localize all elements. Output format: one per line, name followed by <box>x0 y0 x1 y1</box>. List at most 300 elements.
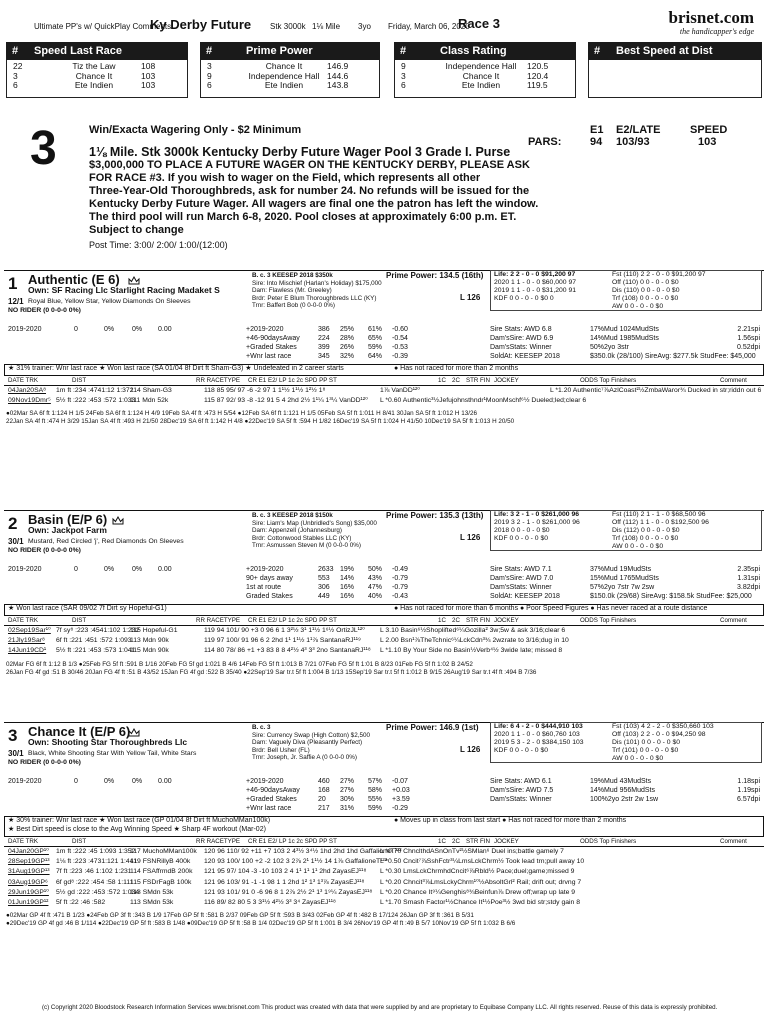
past-performance-cell: 28Sep19GP¹³ <box>8 858 50 866</box>
class-rating-bar: # Class Rating <box>394 42 576 60</box>
silks: Mustard, Red Circled 'j', Red Diamonds On Sleeves <box>28 538 184 545</box>
trainer-stat-cell: +Wnr last race <box>246 353 292 360</box>
surface-record-line: AW 0 0 - 0 - 0 $0 <box>612 303 664 310</box>
horse-name: Authentic (E 6) <box>28 272 120 287</box>
sire-stat-cell: 15%Mud 1765MudSts <box>590 575 659 582</box>
pars-e1-head: E1 <box>590 124 604 136</box>
life-record-line: Life: 2 2 - 0 - 0 $91,200 97 <box>494 271 576 278</box>
trainer-stat-cell: 31% <box>340 805 355 812</box>
trainer-stat-cell: 168 <box>318 787 330 794</box>
trainer-stat-cell: 28% <box>340 335 355 342</box>
pp-column-header: 1C <box>438 377 446 384</box>
trainer-stat-cell: 1st at route <box>246 584 282 591</box>
pp-column-header: CR E1 E2/ LP 1c 2c SPD PP ST <box>248 838 337 845</box>
pp-column-header: ODDS Top Finishers <box>580 838 637 845</box>
trainer-year-stat: 0 <box>74 566 78 573</box>
silks: Royal Blue, Yellow Star, Yellow Diamonds On Sleeves <box>28 298 191 305</box>
trainer-stat-cell: 399 <box>318 344 330 351</box>
pp-column-header: DATE TRK <box>8 838 39 845</box>
pp-column-header: ODDS Top Finishers <box>580 617 637 624</box>
best-speed-box <box>588 60 762 98</box>
past-performance-cell: L *1.20 Authentic⁷⅞AzlCoast²½ZmbaWaror¾ Ducked in str;riddn out 6 <box>550 387 762 394</box>
prime-power: Prime Power: 134.5 (16th) <box>386 271 484 280</box>
past-performance-cell: 14Jun19CD¹ <box>8 647 47 655</box>
summary-post-number: 6 <box>13 80 18 90</box>
sire-stat-cell: SoldAt: KEESEP 2018 <box>490 593 560 600</box>
trainer-stat-cell: 25% <box>340 326 355 333</box>
past-performance-cell: L *0.50 Cncit⁷⅞SshFctr³¼LmsLckChrm½ Took lead trn;pull away 10 <box>380 858 585 866</box>
past-performance-cell: 6f ft :221 :451 :572 1:093 <box>56 637 132 645</box>
trainer-stat-cell: 460 <box>318 778 330 785</box>
owner: Own: SF Racing Llc Starlight Racing Madaket S <box>28 285 220 295</box>
trainer-stat-cell: 32% <box>340 353 355 360</box>
class-rating-title: Class Rating <box>440 45 507 57</box>
life-record-line: KDF 0 0 - 0 - 0 $0 <box>494 747 549 754</box>
sire-stat-cell: 3.82dpi <box>737 584 760 591</box>
sire-stat-cell: Dam'sStats: Winner <box>490 796 552 803</box>
sire-stat-cell: Dam'sSire: AWD 7.0 <box>490 575 554 582</box>
race-name: Ky Derby Future <box>150 17 252 32</box>
past-performance-cell: 113 SMdn 53k <box>130 888 174 896</box>
trainer-stat-cell: 19% <box>340 566 355 573</box>
trainer-year-stat: 0 <box>74 778 78 785</box>
pars-speed-value: 103 <box>698 136 717 148</box>
trainer-stat-cell: 2633 <box>318 566 334 573</box>
past-performance-cell: 115 Mdn 90k <box>130 647 169 655</box>
brisnet-logo: brisnet.com <box>668 8 754 27</box>
trainer-stat-cell: -0.79 <box>392 584 408 591</box>
owner: Own: Shooting Star Thoroughbreds Llc <box>28 737 188 747</box>
summary-value: 108 <box>141 61 156 71</box>
trainer-stat-cell: 306 <box>318 584 330 591</box>
past-performance-cell: 04Jan20SA⁸ <box>8 387 47 394</box>
trainer-stat-cell: 40% <box>368 593 383 600</box>
trainer-stat-cell: 386 <box>318 326 330 333</box>
sire-stat-cell: 57%2yo 7str 7w 2sw <box>590 584 655 591</box>
pp-column-header: JOCKEY <box>494 838 519 845</box>
summary-value: 143.8 <box>327 80 349 90</box>
trainer-year-stat: 0% <box>132 566 143 573</box>
life-record-line: 2020 1 1 - 0 - 0 $60,760 103 <box>494 731 580 738</box>
race-condition-line: Subject to change <box>89 224 184 236</box>
past-performance-cell: 113 Mdn 90k <box>130 637 169 645</box>
post-number: 1 <box>8 274 18 293</box>
past-performance-cell: 1⅞ VanDD¹²⁰ <box>380 387 420 394</box>
trainer-year-stat: 0% <box>132 326 143 333</box>
summary-post-number: 3 <box>13 70 18 81</box>
pp-column-header: FIN <box>480 377 490 384</box>
trainer-stat-cell: +3.59 <box>392 796 410 803</box>
past-performance-cell: 5½ gd :222 :453 :572 1:034 <box>56 888 140 896</box>
race-condition-line: 1⅛ Mile. Stk 3000k Kentucky Derby Future Wager Pool 3 Grade I. Purse <box>89 145 511 159</box>
sire-stat-cell: 1.19spi <box>737 787 760 794</box>
header-left: Ultimate PP's w/ QuickPlay Comments <box>34 22 172 31</box>
trainer-stat-cell: 224 <box>318 335 330 342</box>
prime-power: Prime Power: 135.3 (13th) <box>386 511 484 520</box>
sire-stat-cell: Sire Stats: AWD 6.1 <box>490 778 552 785</box>
morning-line-odds: 12/1 <box>8 297 24 306</box>
past-performance-cell: 115 FSDrFagB 100k <box>130 878 192 886</box>
past-performance-cell: 121 95 97/ 104 -3 -10 103 2 4 1¹ 1¹ 1¹ 2hd ZayasEJ¹¹⁸ <box>204 868 367 876</box>
trainer-year-stat: 0.00 <box>158 778 172 785</box>
summary-horse-name: Ete Indien <box>264 80 304 90</box>
crown-icon <box>112 516 124 527</box>
life-record-line: 2020 1 1 - 0 - 0 $60,000 97 <box>494 279 577 286</box>
pp-column-header: 1C <box>438 838 446 845</box>
surface-record-line: AW 0 0 - 0 - 0 $0 <box>612 755 664 762</box>
summary-value: 119.5 <box>527 80 548 90</box>
pp-column-header: DIST <box>72 617 87 624</box>
life-box-border <box>490 270 762 311</box>
sire-stat-cell: 50%2yo 3str <box>590 344 629 351</box>
summary-row <box>401 81 569 91</box>
trainer-stat-cell: -0.49 <box>392 566 408 573</box>
past-performance-cell: 04Jan20GP¹⁰ <box>8 848 49 855</box>
summary-value: 146.9 <box>327 61 349 71</box>
breeding-line: Brdr: Bell Usher (FL) <box>252 746 310 754</box>
past-performance-cell: 114 Sham-G3 <box>130 387 172 394</box>
trainer-stat-cell: -0.60 <box>392 326 408 333</box>
summary-post-number: 22 <box>13 61 23 71</box>
past-performance-cell: 119 97 100/ 91 96 6 2 2hd 1¹ 1¹½ 1¹⅞ SantanaRJ¹¹⁹ <box>204 637 361 645</box>
surface-record-line: Trf (101) 0 0 - 0 - 0 $0 <box>612 747 679 754</box>
sire-stat-cell: Dam'sStats: Winner <box>490 584 552 591</box>
pp-column-header: Comment <box>720 838 747 845</box>
pp-column-header: JOCKEY <box>494 617 519 624</box>
past-performance-cell: 5½ ft :221 :453 :573 1:041 <box>56 647 136 655</box>
trainer-year-stat: 0.00 <box>158 326 172 333</box>
rider: NO RIDER (0 0-0-0 0%) <box>8 547 81 554</box>
sire-stat-cell: Sire Stats: AWD 6.8 <box>490 326 552 333</box>
trainer-year-stat: 0% <box>132 778 143 785</box>
race-condition-line: FOR RACE #3. If you wish to wager on the Field, which represents all other <box>89 172 481 184</box>
sire-stat-cell: 14%Mud 1985MudSts <box>590 335 659 342</box>
past-performance-cell: 120 93 100/ 100 +2 -2 102 3 2⅞ 2¹ 1¹½ 14 1⅞ GaffalioneT¹²² <box>204 858 387 866</box>
past-performance-cell: 1m ft :222 :45 1:093 1:352 <box>56 848 136 855</box>
past-performance-cell: 29Jun19GP¹⁰ <box>8 888 49 896</box>
past-performance-cell: 121 96 103/ 91 -1 -1 98 1 1 2hd 1² 1³ 1³⅞ ZayasEJ¹¹⁸ <box>204 878 365 886</box>
post-time: Post Time: 3:00/ 2:00/ 1:00/(12:00) <box>89 240 228 250</box>
surface-record-line: Off (103) 2 2 - 0 - 0 $94,250 98 <box>612 731 706 738</box>
sire-stat-cell: 0.52dpi <box>737 344 760 351</box>
trainer-stat-cell: 553 <box>318 575 330 582</box>
past-performance-cell: 7f ft :223 :46 1:102 1:231 <box>56 868 132 876</box>
rider: NO RIDER (0 0-0-0 0%) <box>8 759 81 766</box>
summary-horse-name: Independence Hall <box>248 70 320 81</box>
past-performance-cell: 118 85 95/ 97 -6 -2 97 1 1¹½ 1¹½ 1²½ 1⁸ <box>204 387 326 394</box>
summary-post-number: 6 <box>401 80 406 90</box>
pars-e2-value: 103/93 <box>616 136 650 148</box>
life-record-line: KDF 0 0 - 0 - 0 $0 <box>494 535 549 542</box>
horse-name: Chance It (E/P 6) <box>28 724 131 739</box>
past-performance-cell: 5½ ft :222 :453 :572 1:033 <box>56 397 136 405</box>
summary-value: 144.6 <box>327 70 349 81</box>
life-record-line: 2019 5 3 - 2 - 0 $384,150 103 <box>494 739 584 746</box>
trainer-stat-cell: 217 <box>318 805 330 812</box>
pp-column-header: ODDS Top Finishers <box>580 377 637 384</box>
past-performance-cell: 09Nov19Dmr⁵ <box>8 397 51 405</box>
race-conditions <box>89 146 559 237</box>
past-performance-cell: L 3.10 Basin⁶½Shoplifted⁶¼Gozilla² 3w;5w & ask 3/16;clear 6 <box>380 627 566 634</box>
trainer-year-stat: 0% <box>104 326 115 333</box>
sire-stat-cell: 1.18spi <box>737 778 760 785</box>
workouts-line: ●29Dec'19 GP 4f gd :46 B 1/114 ●22Dec'19 GP 5f ft :583 B 1/48 ●09Dec'19 GP 5f ft :58 B 1/4 02Dec'19 GP 5f ft 1:001 B 3/4 26Nov'19 GP 4f ft :49 B 5/7 10Nov'19 GP 5f ft 1:032 B 6/6 <box>6 920 516 928</box>
past-performance-cell: L *0.20 Chance It⁹¼Genghis⁸¾Beinfun⅞ Drew off;wrap up late 9 <box>380 888 576 896</box>
past-performance-cell: 119 94 101/ 90 +3 0 96 6 1 3²½ 3¹ 1¹½ 1⁶½ OrtizJL¹²⁰ <box>204 627 365 634</box>
summary-post-number: 9 <box>401 61 406 71</box>
trainer-year-stat: 2019-2020 <box>8 326 42 333</box>
pp-column-header: RR RACETYPE <box>196 377 241 384</box>
bullets-negative: ● Has not raced for more than 6 months ● Poor Speed Figures ● Has never raced at a route distance <box>394 605 708 612</box>
pp-column-header: Comment <box>720 617 747 624</box>
race-condition-line: $3,000,000 TO PLACE A FUTURE WAGER ON THE KENTUCKY DERBY, PLEASE ASK <box>89 159 530 171</box>
pp-column-header: FIN <box>480 617 490 624</box>
header-stk: Stk 3000k <box>270 22 306 31</box>
post-number: 2 <box>8 514 18 533</box>
trainer-stat-cell: 64% <box>368 353 383 360</box>
pp-column-header: CR E1 E2/ LP 1c 2c SPD PP ST <box>248 377 337 384</box>
workouts-line: ●02Mar SA 6f ft 1:124 H 1/5 24Feb SA 6f ft 1:124 H 4/9 19Feb SA 4f ft :473 H 5/54 ●12Feb SA 6f ft 1:121 H 1/5 05Feb SA 5f ft 1:011 H 8/41 30Jan SA 5f ft 1:012 H 13/26 <box>6 410 477 418</box>
sire-stat-cell: 37%Mud 19MudSts <box>590 566 652 573</box>
trainer-stat-cell: 30% <box>340 796 355 803</box>
pp-column-header: CR E1 E2/ LP 1c 2c SPD PP ST <box>248 617 337 624</box>
trainer-stat-cell: +Graded Stakes <box>246 796 297 803</box>
best-speed-bar: # Best Speed at Dist <box>588 42 762 60</box>
pp-column-header: RR RACETYPE <box>196 838 241 845</box>
past-performance-cell: 1m ft :234 :4741:12 1:372 <box>56 387 134 394</box>
bullets-positive: ★ 31% trainer: Wnr last race ★ Won last race (SA 01/04 8f Dirt ft Sham-G3) ★ Undefeated in 2 career starts <box>8 365 344 372</box>
summary-horse-name: Tiz the Law <box>72 61 116 71</box>
life-record-line: Life: 6 4 - 2 - 0 $444,910 103 <box>494 723 583 730</box>
speed-last-race-bar: # Speed Last Race <box>6 42 188 60</box>
trainer-stat-cell: 20 <box>318 796 326 803</box>
trainer-stat-cell: 61% <box>368 326 383 333</box>
breeding-line: Brdr: Peter E Blum Thoroughbreds LLC (KY) <box>252 294 377 302</box>
trainer-stat-cell: +2019-2020 <box>246 566 284 573</box>
trainer-stat-cell: +Wnr last race <box>246 805 292 812</box>
pars-label: PARS: <box>528 136 562 148</box>
life-record-line: Life: 3 2 - 1 - 0 $261,000 96 <box>494 511 580 518</box>
breeding-line: Sire: Into Mischief (Harlan's Holiday) $175,000 <box>252 279 382 287</box>
pp-column-header: RR RACETYPE <box>196 617 241 624</box>
sire-stat-cell: 1.56spi <box>737 335 760 342</box>
past-performance-cell: 117 MuchoMMan100k <box>130 848 197 855</box>
breeding-line: Sire: Currency Swap (High Cotton) $2,500 <box>252 731 370 739</box>
trainer-stat-cell: 27% <box>340 787 355 794</box>
trainer-stat-cell: 16% <box>340 593 355 600</box>
pp-column-header: FIN <box>480 838 490 845</box>
summary-row <box>13 81 181 91</box>
sire-stat-cell: $350.0k (28/100) SireAvg: $277.5k StudFee: $45,000 <box>590 353 756 360</box>
pp-column-header: DATE TRK <box>8 617 39 624</box>
past-performance-cell: L *0.20 Chncit³⅞LmsLckyChrm¹⁰½AbsoltGrl² Rail; drift out; drvng 7 <box>380 878 582 886</box>
summary-horse-name: Ete Indien <box>74 80 114 90</box>
sire-stat-cell: 19%Mud 43MudSts <box>590 778 652 785</box>
surface-record-line: Dis (110) 0 0 - 0 - 0 $0 <box>612 287 680 294</box>
sire-stat-cell: 17%Mud 1024MudSts <box>590 326 659 333</box>
past-performance-cell: 111 Mdn 52k <box>130 397 169 405</box>
breeding-line: Trnr: Baffert Bob (0 0-0-0 0%) <box>252 302 335 310</box>
workouts-line: 26Jan FG 4f gd :51 B 30/46 20Jan FG 4f ft :51 B 43/52 15Jan FG 4f gd :522 B 35/40 ●22Sep'19 Sar tr.t 5f ft 1:004 B 1/13 15Sep'19 Sar tr.t 5f ft 1:012 B 9/15 26Aug'19 Sar tr.t 4f ft :494 B 7/36 <box>6 668 537 676</box>
trainer-stat-cell: -0.29 <box>392 805 408 812</box>
brisnet-tagline: the handicapper's edge <box>679 27 754 36</box>
surface-record-line: Dis (101) 0 0 - 0 - 0 $0 <box>612 739 680 746</box>
summary-post-number: 9 <box>207 70 212 81</box>
trainer-stat-cell: 65% <box>368 335 383 342</box>
post-number: 3 <box>8 726 18 745</box>
pp-column-header: STR <box>466 838 479 845</box>
surface-record-line: Fst (110) 2 1 - 1 - 0 $68,500 96 <box>612 511 706 518</box>
summary-horse-name: Chance It <box>265 61 303 71</box>
trainer-stat-cell: -0.39 <box>392 353 408 360</box>
bullets-negative: ● Moves up in class from last start ● Has not raced for more than 2 months <box>394 817 627 824</box>
sire-stat-cell: Dam'sSire: AWD 7.5 <box>490 787 554 794</box>
rider: NO RIDER (0 0-0-0 0%) <box>8 307 81 314</box>
prime-power-title: Prime Power <box>246 45 313 57</box>
sire-stat-cell: Sire Stats: AWD 7.1 <box>490 566 552 573</box>
past-performance-cell: 115 Hopeful-G1 <box>130 627 178 634</box>
past-performance-cell: 115 87 92/ 93 -8 -12 91 5 4 2hd 2½ 1¹¼ 1³¼ VanDD¹²⁰ <box>204 397 368 405</box>
past-performance-cell: 21Jly19Sar⁸ <box>8 637 45 645</box>
summary-post-number: 3 <box>207 61 212 71</box>
trainer-stat-cell: +46-90daysAway <box>246 335 300 342</box>
trainer-stat-cell: +46-90daysAway <box>246 787 300 794</box>
trainer-year-stat: 2019-2020 <box>8 778 42 785</box>
pp-header-rule <box>4 846 764 847</box>
sire-stat-cell: 6.57dpi <box>737 796 760 803</box>
past-performance-cell: 01Jun19GP¹² <box>8 899 49 906</box>
trainer-year-stat: 2019-2020 <box>8 566 42 573</box>
trainer-stat-cell: 90+ days away <box>246 575 293 582</box>
morning-line-odds: 30/1 <box>8 537 24 546</box>
sire-stat-cell: $150.0k (29/68) SireAvg: $158.5k StudFee: $25,000 <box>590 593 752 600</box>
summary-value: 103 <box>141 70 156 81</box>
speed-last-race-box <box>6 60 188 98</box>
summary-value: 103 <box>141 80 156 90</box>
prime-power-box <box>200 60 380 98</box>
life-record-line: 2018 0 0 - 0 - 0 $0 <box>494 527 550 534</box>
past-performance-cell: 1⅛ ft :223 :4731:121 1:441 <box>56 858 138 866</box>
sire-stat-cell: 100%2yo 2str 2w 1sw <box>590 796 659 803</box>
breeding-line: B. c. 3 KEESEP 2018 $350k <box>252 272 333 279</box>
past-performance-cell: 7f sy⁸ :223 :4541:102 1:232 <box>56 627 140 634</box>
surface-record-line: Trf (108) 0 0 - 0 - 0 $0 <box>612 295 679 302</box>
surface-record-line: Fst (103) 4 2 - 2 - 0 $350,660 103 <box>612 723 714 730</box>
trainer-stat-cell: 26% <box>340 344 355 351</box>
summary-horse-name: Independence Hall <box>445 61 517 71</box>
past-performance-cell: L *0.60 Authentic³½Jefujohnsthndr¹MoonMschf⁶½ Dueled;led;clear 6 <box>380 397 587 405</box>
life-record-line: 2019 1 1 - 0 - 0 $31,200 91 <box>494 287 577 294</box>
race-big-number: 3 <box>30 122 57 175</box>
pp-column-header: STR <box>466 617 479 624</box>
workouts-line: ●02Mar GP 4f ft :471 B 1/23 ●24Feb GP 3f ft :343 B 1/9 17Feb GP 5f ft :581 B 2/37 09Feb GP 5f ft :593 B 3/43 02Feb GP 4f ft :482 B 17/124 26Jan GP 3f ft :361 B 5/31 <box>6 912 474 920</box>
weight: L 126 <box>460 533 481 542</box>
trainer-stat-cell: 59% <box>368 805 383 812</box>
sire-stat-cell: Dam'sSire: AWD 6.9 <box>490 335 554 342</box>
summary-post-number: 6 <box>207 80 212 90</box>
summary-horse-name: Chance It <box>462 70 500 81</box>
race-condition-line: Three-Year-Old Thoroughbreds, ask for number 24. No refunds will be issued for the <box>89 185 530 197</box>
past-performance-cell: 119 FSNRillyB 400k <box>130 858 191 866</box>
summary-horse-name: Ete Indien <box>461 80 501 90</box>
workouts-line: 22Jan SA 4f ft :474 H 3/29 15Jan SA 4f ft :493 H 21/50 28Dec'19 SA 6f ft 1:142 H 4/8 ●22Dec'19 SA 5f ft :594 H 1/82 16Dec'19 SA 5f ft 1:024 H 41/50 10Dec'19 SA 5f ft 1:013 H 20/50 <box>6 418 515 426</box>
weight: L 126 <box>460 745 481 754</box>
pars-e1-value: 94 <box>590 136 603 148</box>
breeding-line: Dam: Vaguely Diva (Pleasantly Perfect) <box>252 739 363 747</box>
sire-stat-cell: 2.21spi <box>737 326 760 333</box>
header-date: Friday, March 06, 2020 <box>388 22 470 31</box>
surface-record-line: Off (110) 0 0 - 0 - 0 $0 <box>612 279 679 286</box>
bullets-positive: ★ Best Dirt speed is close to the Avg Winning Speed ★ Sharp 4F workout (Mar-02) <box>8 826 266 833</box>
race-number-header: Race 3 <box>458 16 500 31</box>
past-performance-cell: 114 80 78/ 86 +1 +3 83 8 8 4²½ 4³ 3³ 2no SantanaRJ¹¹⁸ <box>204 647 371 655</box>
wager-line: Win/Exacta Wagering Only - $2 Minimum <box>89 124 302 136</box>
past-performance-cell: 03Aug19GP⁶ <box>8 878 48 886</box>
pp-header-rule <box>4 625 764 626</box>
bullets-positive: ★ 30% trainer: Wnr last race ★ Won last race (GP 01/04 8f Dirt ft MuchoMMan100k) <box>8 817 271 824</box>
sire-stat-cell: 14%Mud 956MudSts <box>590 787 655 794</box>
past-performance-cell: L *1.70 Smash Factor¹½Chance It¹½Poe³½ 3wd bid str;stdy gain 8 <box>380 899 580 906</box>
trainer-stat-cell: 449 <box>318 593 330 600</box>
sire-stat-cell: SoldAt: KEESEP 2018 <box>490 353 560 360</box>
pp-column-header: DIST <box>72 838 87 845</box>
past-performance-cell: 116 89/ 82 80 5 3 3¹½ 4²½ 3³ 3⁴ ZayasEJ¹¹⁸ <box>204 899 336 906</box>
summary-row <box>207 81 373 91</box>
pars-speed-head: SPEED <box>690 124 728 136</box>
trainer-stat-cell: 43% <box>368 575 383 582</box>
past-performance-cell: 5f ft :22 :46 :582 <box>56 899 106 906</box>
pp-column-header: JOCKEY <box>494 377 519 384</box>
bullets-negative: ● Has not raced for more than 2 months <box>394 365 519 372</box>
trainer-stat-cell: +2019-2020 <box>246 778 284 785</box>
past-performance-cell: 113 SMdn 53k <box>130 899 174 906</box>
trainer-stat-cell: -0.53 <box>392 344 408 351</box>
past-performance-cell: L *0.30 LmsLckChrmhdCncit⁶⅞Rbld½ Pace;duel;game;missed 9 <box>380 868 575 876</box>
breeding-line: Dam: Flawless (Mr. Greeley) <box>252 287 332 295</box>
trainer-year-stat: 0% <box>104 566 115 573</box>
life-box-border <box>490 722 762 763</box>
pp-column-header: 2C <box>452 617 460 624</box>
race-condition-line: Kentucky Derby Future Wager. All wagers are final one the patron has left the window. <box>89 198 539 210</box>
trainer-stat-cell: Graded Stakes <box>246 593 293 600</box>
weight: L 126 <box>460 293 481 302</box>
trainer-stat-cell: +2019-2020 <box>246 326 284 333</box>
breeding-line: Trnr: Asmussen Steven M (0 0-0-0 0%) <box>252 542 361 550</box>
past-performance-cell: L *1.10 By Your Side no Basin½Verb⁴½ 3wide late; missed 8 <box>380 647 563 655</box>
prime-power-bar: # Prime Power <box>200 42 380 60</box>
sire-stat-cell: 2.35spi <box>737 566 760 573</box>
summary-value: 120.5 <box>527 61 549 71</box>
class-rating-box <box>394 60 576 98</box>
past-performance-cell: 121 93 101/ 91 0 -6 96 8 1 2⅞ 2½ 2¹ 1³ 1⁹¼ ZayasEJ¹¹⁸ <box>204 888 373 896</box>
owner: Own: Jackpot Farm <box>28 525 107 535</box>
trainer-stat-cell: 59% <box>368 344 383 351</box>
pp-column-header: STR <box>466 377 479 384</box>
silks: Black, White Shooting Star With Yellow Tail, White Stars <box>28 750 197 757</box>
trainer-year-stat: 0% <box>104 778 115 785</box>
life-box-border <box>490 510 762 551</box>
pp-header-rule <box>4 385 764 386</box>
trainer-stat-cell: 50% <box>368 566 383 573</box>
trainer-stat-cell: 58% <box>368 787 383 794</box>
trainer-stat-cell: -0.54 <box>392 335 408 342</box>
breeding-line: B. c. 3 <box>252 724 271 731</box>
past-performance-cell: 6f gd⁸ :222 :454 :58 1:111 <box>56 878 134 886</box>
pp-column-header: 2C <box>452 377 460 384</box>
header-age: 3yo <box>358 22 371 31</box>
breeding-line: B. c. 3 KEESEP 2018 $150k <box>252 512 333 519</box>
surface-record-line: Fst (110) 2 2 - 0 - 0 $91,200 97 <box>612 271 706 278</box>
